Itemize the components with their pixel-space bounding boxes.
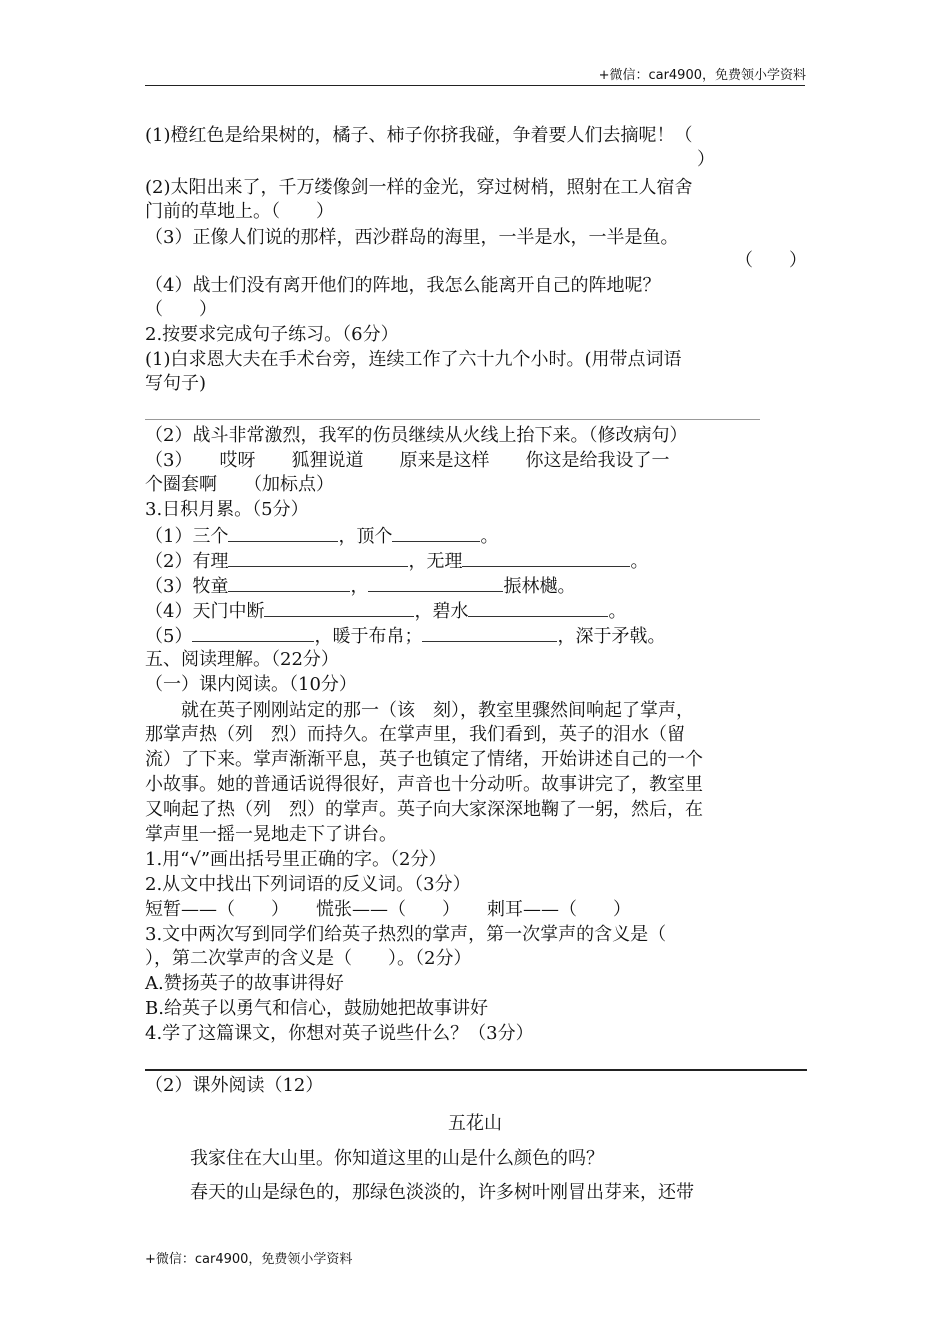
q2-s3-line2: 个圈套啊 （加标点） (145, 474, 334, 495)
section-rule (145, 1069, 807, 1071)
q3-r2-b: ，无理 (408, 551, 463, 572)
rhetoric-q1-line2: ） (697, 149, 715, 170)
rhetoric-q3-line1: （3）正像人们说的那样，西沙群岛的海里，一半是水，一半是鱼。 (145, 227, 679, 248)
passage-line2: 那掌声热（列 烈）而持久。在掌声里，我们看到，英子的泪水（留 (145, 724, 685, 745)
answer-line[interactable] (145, 419, 760, 420)
passage-line1: 就在英子刚刚站定的那一（该 刻），教室里骤然间响起了掌声， (181, 700, 694, 721)
q3-r3-a: （3）牧童 (145, 576, 229, 597)
reading-q2-items: 短暂——（ ） 慌张——（ ） 刺耳——（ ） (145, 899, 631, 920)
reading-q1: 1.用“√”画出括号里正确的字。（2分） (145, 849, 447, 870)
fill-blank[interactable] (228, 573, 350, 592)
fill-blank[interactable] (264, 598, 414, 617)
reading-q2: 2.从文中找出下列词语的反义词。（3分） (145, 874, 471, 895)
q3-r5-b: ，暖于布帛； (314, 626, 423, 647)
q2-s3-line1: （3） 哎呀 狐狸说道 原来是这样 你这是给我设了一 (145, 450, 670, 471)
header-rule (145, 85, 805, 86)
essay-line2: 春天的山是绿色的，那绿色淡淡的，许多树叶刚冒出芽来，还带 (190, 1182, 694, 1203)
reading-sub2: （2）课外阅读（12） (145, 1075, 324, 1096)
q2-s1-line1: (1)白求恩大夫在手术台旁，连续工作了六十九个小时。(用带点词语 (145, 349, 682, 370)
fill-blank[interactable] (462, 548, 630, 567)
q3-r4-a: （4）天门中断 (145, 601, 265, 622)
rhetoric-q1-line1: (1)橙红色是给果树的，橘子、柿子你挤我碰，争着要人们去摘呢！（ (145, 125, 693, 146)
reading-option-a: A.赞扬英子的故事讲得好 (145, 973, 344, 994)
rhetoric-q3-line2: （ ） (735, 250, 807, 271)
q3-row2 (145, 548, 807, 574)
q3-r2-a: （2）有理 (145, 551, 229, 572)
q3-row4 (145, 598, 807, 624)
q2-s2: （2）战斗非常激烈，我军的伤员继续从火线上抬下来。（修改病句） (145, 425, 688, 446)
q3-r1-c: 。 (480, 526, 499, 547)
q3-r4-c: 。 (608, 601, 627, 622)
q2-heading: 2.按要求完成句子练习。（6分） (145, 324, 399, 345)
q3-r2-c: 。 (630, 551, 649, 572)
fill-blank[interactable] (468, 598, 608, 617)
page-footer: +微信：car4900，免费领小学资料 (145, 1252, 353, 1267)
rhetoric-q2-line1: (2)太阳出来了，千万缕像剑一样的金光，穿过树梢，照射在工人宿舍 (145, 177, 693, 198)
rhetoric-q4-line2: （ ） (145, 299, 217, 320)
q3-row3 (145, 573, 807, 599)
rhetoric-q2-line2: 门前的草地上。（ ） (145, 201, 334, 222)
fill-blank[interactable] (368, 573, 503, 592)
essay-title: 五花山 (448, 1113, 502, 1134)
fill-blank[interactable] (422, 623, 557, 642)
fill-blank[interactable] (192, 623, 314, 642)
q3-r3-c: 振林樾。 (503, 576, 576, 597)
essay-line1: 我家住在大山里。你知道这里的山是什么颜色的吗？ (190, 1148, 604, 1169)
page-header: +微信：car4900，免费领小学资料 (598, 68, 806, 83)
fill-blank[interactable] (228, 523, 338, 542)
passage-line3: 流）了下来。掌声渐渐平息，英子也镇定了情绪，开始讲述自己的一个 (145, 749, 703, 770)
reading-option-b: B.给英子以勇气和信心，鼓励她把故事讲好 (145, 998, 488, 1019)
q3-r1-b: ，顶个 (338, 526, 393, 547)
reading-q3-line1: 3.文中两次写到同学们给英子热烈的掌声，第一次掌声的含义是（ (145, 924, 667, 945)
q3-r4-b: ，碧水 (414, 601, 469, 622)
reading-sub1: （一）课内阅读。（10分） (145, 674, 357, 695)
q3-row1 (145, 523, 807, 549)
passage-line6: 掌声里一摇一晃地走下了讲台。 (145, 824, 397, 845)
rhetoric-q4-line1: （4）战士们没有离开他们的阵地，我怎么能离开自己的阵地呢？ (145, 275, 661, 296)
fill-blank[interactable] (392, 523, 480, 542)
q3-heading: 3.日积月累。（5分） (145, 499, 309, 520)
reading-q4: 4.学了这篇课文，你想对英子说些什么？（3分） (145, 1023, 534, 1044)
reading-q3-line2: ），第二次掌声的含义是（ ）。（2分） (145, 948, 472, 969)
passage-line5: 又响起了热（列 烈）的掌声。英子向大家深深地鞠了一躬，然后，在 (145, 799, 703, 820)
q2-s1-line2: 写句子) (145, 373, 207, 394)
q3-r5-a: （5） (145, 626, 193, 647)
reading-heading: 五、阅读理解。（22分） (145, 649, 339, 670)
passage-line4: 小故事。她的普通话说得很好，声音也十分动听。故事讲完了，教室里 (145, 774, 703, 795)
q3-r5-c: ，深于矛戟。 (557, 626, 666, 647)
fill-blank[interactable] (228, 548, 408, 567)
q3-row5 (145, 623, 807, 649)
q3-r1-a: （1）三个 (145, 526, 229, 547)
q3-r3-b: ， (350, 576, 369, 597)
